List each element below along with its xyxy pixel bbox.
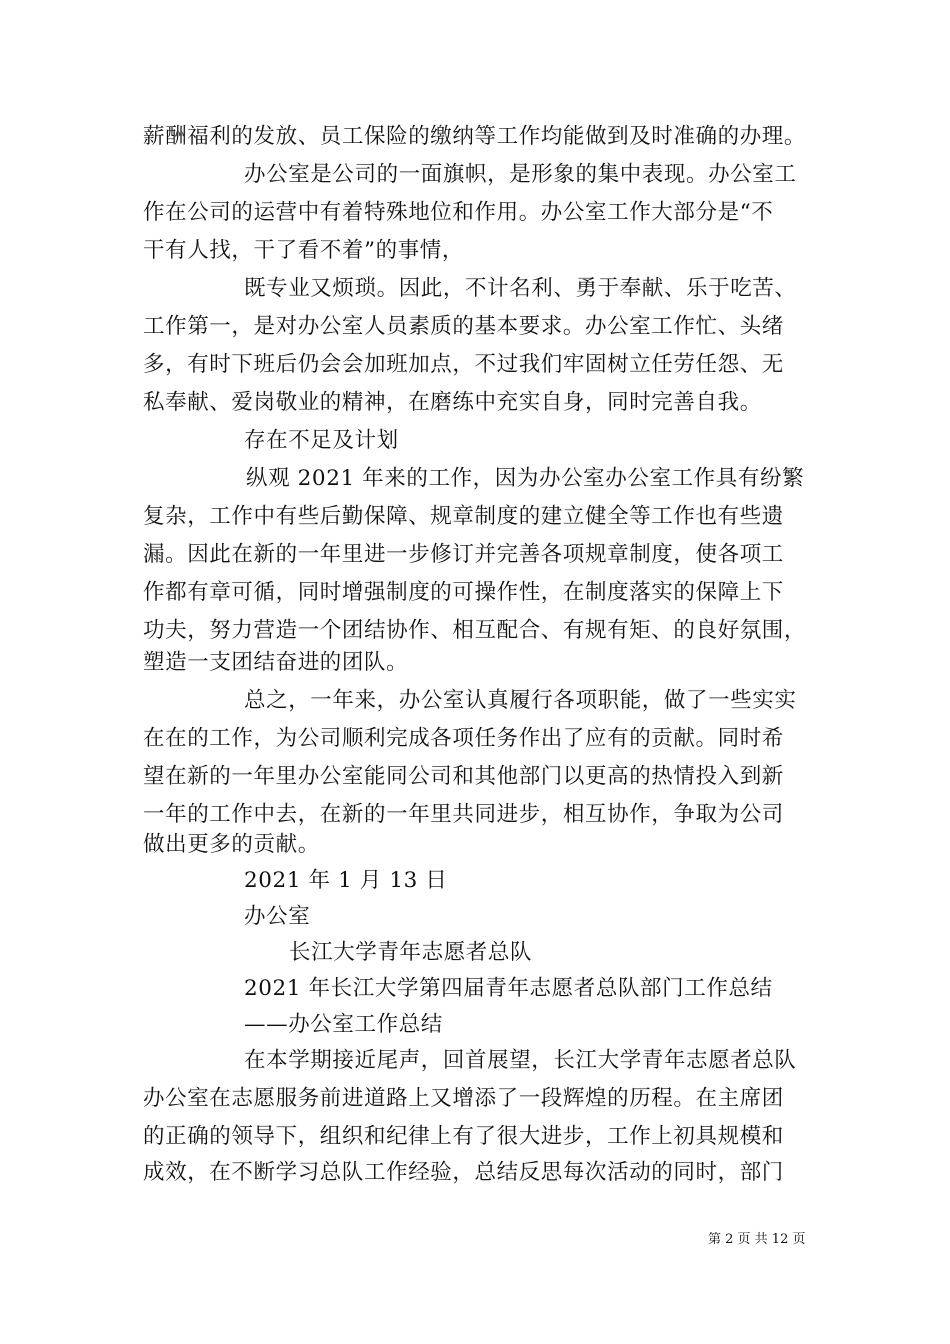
paragraph-line: 纵观 2021 年来的工作，因为办公室办公室工作具有纷繁 — [246, 466, 805, 491]
paragraph-line: 的正确的领导下，组织和纪律上有了很大进步，工作上初具规模和 — [143, 1124, 784, 1149]
paragraph-line: 总之，一年来，办公室认真履行各项职能，做了一些实实 — [244, 688, 797, 713]
paragraph-line: 既专业又烦琐。因此，不计名利、勇于奉献、乐于吃苦、 — [244, 276, 797, 301]
paragraph-line: 漏。因此在新的一年里进一步修订并完善各项规章制度，使各项工 — [143, 542, 784, 567]
paragraph-line: 多，有时下班后仍会会加班加点，不过我们牢固树立任劳任怨、无 — [143, 352, 784, 377]
signature-department: 办公室 — [244, 904, 311, 929]
organization-name: 长江大学青年志愿者总队 — [289, 940, 533, 965]
paragraph-line: 塑造一支团结奋进的团队。 — [143, 650, 409, 675]
paragraph-line: 作在公司的运营中有着特殊地位和作用。办公室工作大部分是“不 — [143, 200, 774, 225]
section-heading: 存在不足及计划 — [244, 428, 399, 453]
paragraph-line: 作都有章可循，同时增强制度的可操作性，在制度落实的保障上下 — [143, 580, 784, 605]
paragraph-line: 功夫，努力营造一个团结协作、相互配合、有规有矩、的良好氛围， — [143, 618, 807, 643]
paragraph-line: 办公室是公司的一面旗帜，是形象的集中表现。办公室工 — [244, 162, 797, 187]
paragraph-line: 在本学期接近尾声，回首展望，长江大学青年志愿者总队 — [244, 1048, 797, 1073]
paragraph-line: 望在新的一年里办公室能同公司和其他部门以更高的热情投入到新 — [143, 764, 784, 789]
paragraph-line: 工作第一，是对办公室人员素质的基本要求。办公室工作忙、头绪 — [143, 314, 784, 339]
signature-date: 2021 年 1 月 13 日 — [244, 868, 448, 893]
paragraph-line: 一年的工作中去，在新的一年里共同进步，相互协作，争取为公司 — [143, 802, 784, 827]
page-number: 第 2 页 共 12 页 — [708, 1232, 806, 1247]
document-subtitle: ——办公室工作总结 — [244, 1012, 443, 1037]
paragraph-line: 办公室在志愿服务前进道路上又增添了一段辉煌的历程。在主席团 — [143, 1086, 784, 1111]
paragraph-line: 成效，在不断学习总队工作经验，总结反思每次活动的同时，部门 — [143, 1160, 784, 1185]
paragraph-line: 在在的工作，为公司顺利完成各项任务作出了应有的贡献。同时希 — [143, 726, 784, 751]
paragraph-line: 私奉献、爱岗敬业的精神，在磨练中充实自身，同时完善自我。 — [143, 390, 762, 415]
paragraph-line: 做出更多的贡献。 — [143, 832, 320, 857]
paragraph-line: 干有人找，干了看不着”的事情， — [143, 238, 464, 263]
paragraph-line: 薪酬福利的发放、员工保险的缴纳等工作均能做到及时准确的办理。 — [143, 124, 807, 149]
document-title: 2021 年长江大学第四届青年志愿者总队部门工作总结 — [244, 976, 773, 1001]
paragraph-line: 复杂，工作中有些后勤保障、规章制度的建立健全等工作也有些遗 — [143, 504, 784, 529]
